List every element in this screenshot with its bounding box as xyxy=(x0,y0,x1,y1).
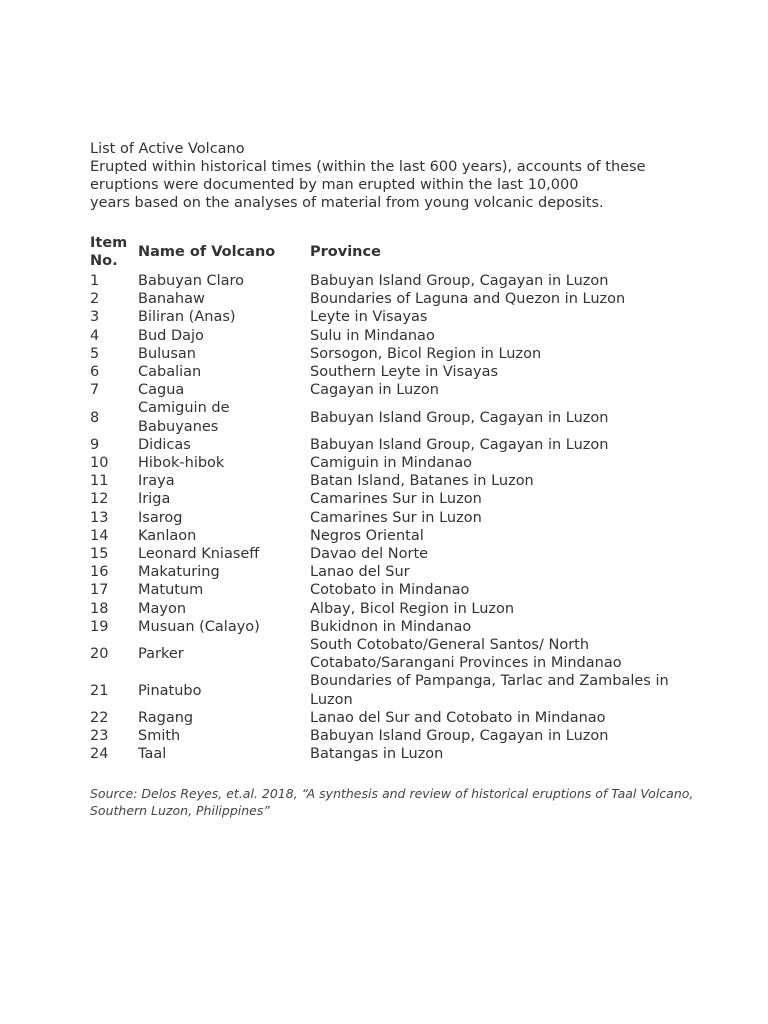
cell-province: Camarines Sur in Luzon xyxy=(310,509,482,526)
table-header-row xyxy=(90,235,700,272)
cell-item-no: 19 xyxy=(90,618,109,635)
cell-province: Batan Island, Batanes in Luzon xyxy=(310,473,534,490)
cell-province: Bukidnon in Mindanao xyxy=(310,618,472,635)
table-row xyxy=(90,454,700,472)
cell-province: Sorsogon, Bicol Region in Luzon xyxy=(310,345,542,362)
table-row xyxy=(90,636,700,672)
table-row xyxy=(90,490,700,508)
cell-province: Camiguin in Mindanao xyxy=(310,455,472,472)
cell-volcano-name: Kanlaon xyxy=(138,527,197,544)
cell-province: Babuyan Island Group, Cagayan in Luzon xyxy=(310,273,609,289)
cell-volcano-name: Smith xyxy=(138,728,181,745)
cell-province: Lanao del Sur and Cotobato in Mindanao xyxy=(310,709,606,726)
cell-item-no: 7 xyxy=(90,382,100,399)
cell-item-no: 12 xyxy=(90,491,109,508)
table-row xyxy=(90,272,700,290)
cell-province: Albay, Bicol Region in Luzon xyxy=(310,600,515,617)
cell-volcano-name: Camiguin de Babuyanes xyxy=(138,400,230,435)
table-row xyxy=(90,618,700,636)
cell-province: Negros Oriental xyxy=(310,527,424,544)
cell-province: Southern Leyte in Visayas xyxy=(310,364,499,381)
cell-item-no: 3 xyxy=(90,309,100,326)
cell-province: Davao del Norte xyxy=(310,546,429,563)
cell-province: South Cotobato/General Santos/ North Cotabato/Sarangani Provinces in Mindanao xyxy=(310,637,622,672)
cell-volcano-name: Leonard Kniaseff xyxy=(138,546,260,563)
cell-province: Boundaries of Laguna and Quezon in Luzon xyxy=(310,291,626,308)
volcano-table xyxy=(90,235,700,763)
cell-item-no: 4 xyxy=(90,327,100,344)
cell-item-no: 10 xyxy=(90,455,109,472)
table-row xyxy=(90,290,700,308)
table-row xyxy=(90,581,700,599)
cell-volcano-name: Isarog xyxy=(138,509,183,526)
cell-province: Lanao del Sur xyxy=(310,564,410,581)
cell-item-no: 16 xyxy=(90,564,109,581)
table-row xyxy=(90,399,700,435)
header-item-no: Item No. xyxy=(90,235,128,269)
table-row xyxy=(90,600,700,618)
table-row xyxy=(90,436,700,454)
cell-item-no: 23 xyxy=(90,728,109,745)
table-row xyxy=(90,745,700,763)
cell-volcano-name: Musuan (Calayo) xyxy=(138,618,260,635)
cell-item-no: 8 xyxy=(90,409,100,426)
cell-item-no: 5 xyxy=(90,345,100,362)
cell-volcano-name: Biliran (Anas) xyxy=(138,309,236,326)
cell-volcano-name: Babuyan Claro xyxy=(138,273,245,289)
header-name: Name of Volcano xyxy=(138,243,276,260)
cell-province: Boundaries of Pampanga, Tarlac and Zambales in Luzon xyxy=(310,673,669,708)
header-province: Province xyxy=(310,243,381,260)
cell-province: Sulu in Mindanao xyxy=(310,327,435,344)
cell-province: Babuyan Island Group, Cagayan in Luzon xyxy=(310,728,609,745)
cell-province: Babuyan Island Group, Cagayan in Luzon xyxy=(310,409,609,426)
table-row xyxy=(90,472,700,490)
document-page xyxy=(90,140,700,819)
intro-paragraph xyxy=(90,158,700,212)
cell-item-no: 18 xyxy=(90,600,109,617)
table-row xyxy=(90,527,700,545)
cell-volcano-name: Cagua xyxy=(138,382,185,399)
cell-province: Leyte in Visayas xyxy=(310,309,428,326)
cell-volcano-name: Pinatubo xyxy=(138,682,202,699)
cell-province: Batangas in Luzon xyxy=(310,746,444,763)
intro-line: Erupted within historical times (within the last 600 years), accounts of these xyxy=(90,159,646,175)
cell-volcano-name: Banahaw xyxy=(138,291,205,308)
intro-line: years based on the analyses of material from young volcanic deposits. xyxy=(90,195,604,211)
cell-item-no: 1 xyxy=(90,273,100,289)
document-title: List of Active Volcano xyxy=(90,141,245,157)
cell-volcano-name: Ragang xyxy=(138,709,194,726)
table-row xyxy=(90,345,700,363)
cell-item-no: 14 xyxy=(90,527,109,544)
table-row xyxy=(90,327,700,345)
cell-item-no: 13 xyxy=(90,509,109,526)
table-row xyxy=(90,563,700,581)
intro-line: eruptions were documented by man erupted within the last 10,000 xyxy=(90,177,579,193)
table-row xyxy=(90,672,700,708)
cell-volcano-name: Mayon xyxy=(138,600,187,617)
cell-province: Camarines Sur in Luzon xyxy=(310,491,482,508)
cell-volcano-name: Hibok-hibok xyxy=(138,455,225,472)
cell-volcano-name: Didicas xyxy=(138,436,191,453)
cell-province: Babuyan Island Group, Cagayan in Luzon xyxy=(310,436,609,453)
cell-item-no: 11 xyxy=(90,473,109,490)
cell-item-no: 17 xyxy=(90,582,109,599)
cell-item-no: 9 xyxy=(90,436,100,453)
table-row xyxy=(90,509,700,527)
cell-item-no: 15 xyxy=(90,546,109,563)
cell-volcano-name: Bud Dajo xyxy=(138,327,204,344)
cell-province: Cotobato in Mindanao xyxy=(310,582,470,599)
cell-item-no: 24 xyxy=(90,746,109,763)
table-row xyxy=(90,381,700,399)
table-row xyxy=(90,709,700,727)
cell-volcano-name: Matutum xyxy=(138,582,204,599)
cell-volcano-name: Parker xyxy=(138,646,184,663)
cell-volcano-name: Iraya xyxy=(138,473,175,490)
cell-item-no: 2 xyxy=(90,291,100,308)
table-row xyxy=(90,308,700,326)
cell-item-no: 20 xyxy=(90,646,109,663)
table-body xyxy=(90,272,700,763)
table-row xyxy=(90,727,700,745)
cell-volcano-name: Makaturing xyxy=(138,564,220,581)
cell-item-no: 21 xyxy=(90,682,109,699)
cell-volcano-name: Iriga xyxy=(138,491,171,508)
cell-item-no: 6 xyxy=(90,364,100,381)
source-citation: Source: Delos Reyes, et.al. 2018, “A synthesis and review of historical eruptions of Taal Volcano, Southern Luzon, Philippines” xyxy=(90,786,694,818)
cell-volcano-name: Bulusan xyxy=(138,345,196,362)
cell-volcano-name: Cabalian xyxy=(138,364,202,381)
table-row xyxy=(90,545,700,563)
cell-province: Cagayan in Luzon xyxy=(310,382,439,399)
cell-volcano-name: Taal xyxy=(138,746,167,763)
table-row xyxy=(90,363,700,381)
cell-item-no: 22 xyxy=(90,709,109,726)
